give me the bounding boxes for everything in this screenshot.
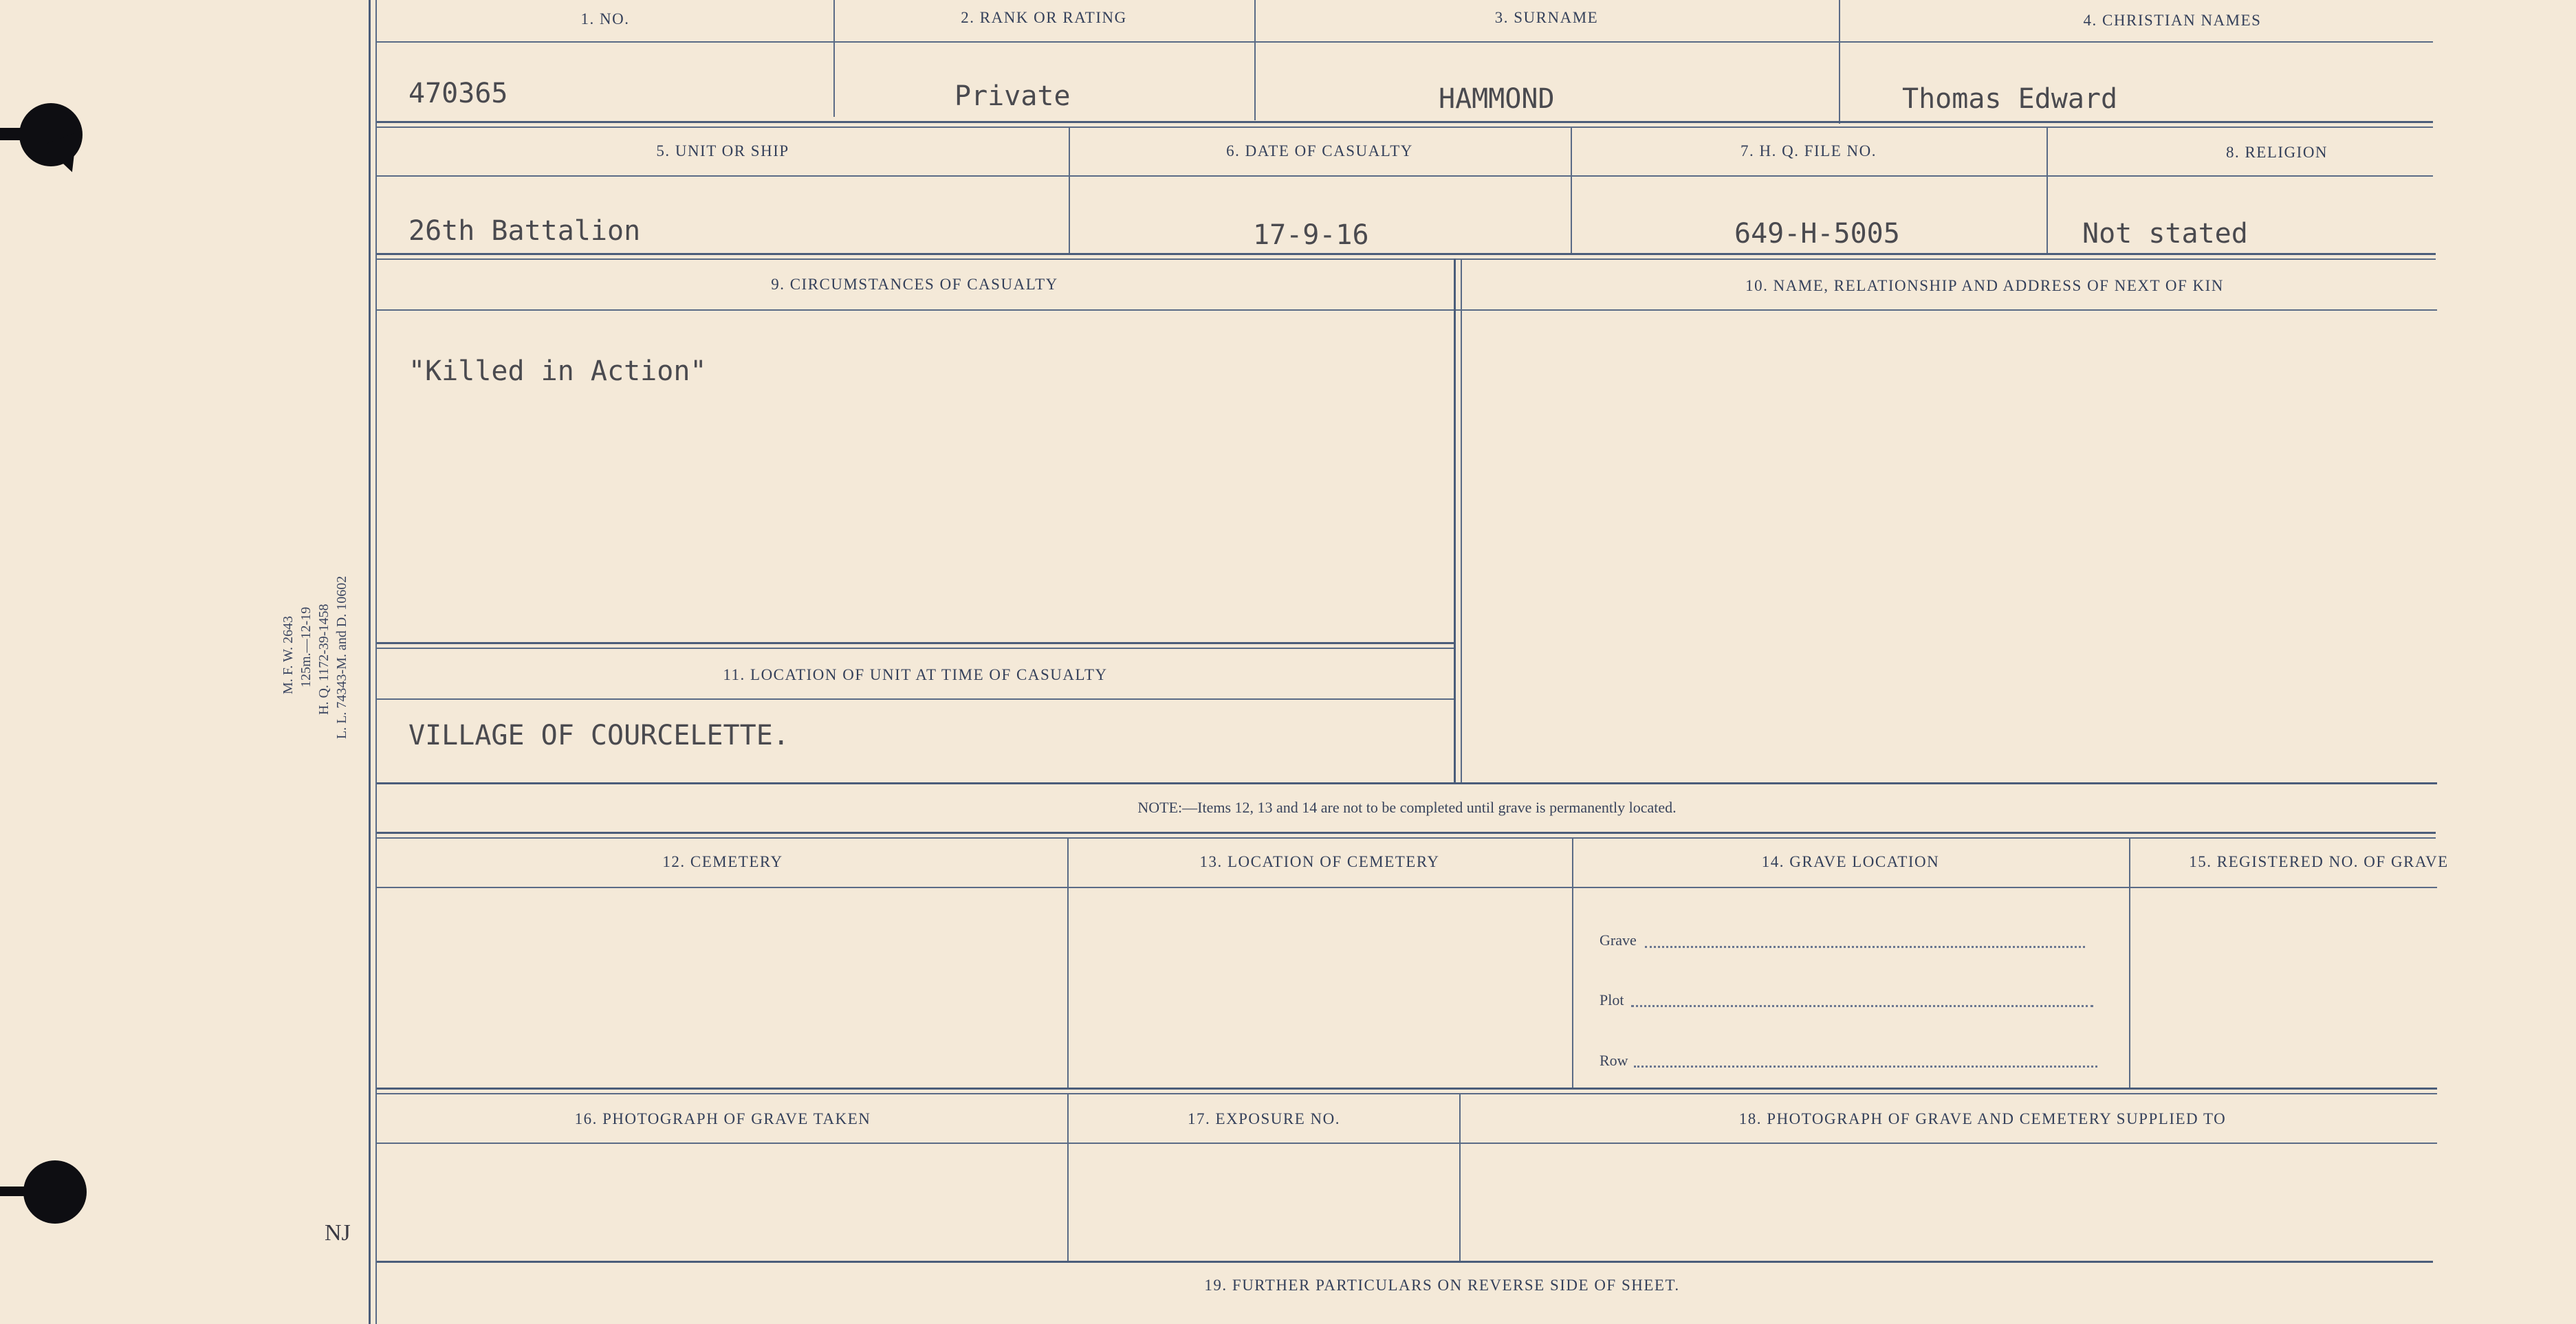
initials: NJ [325,1220,351,1246]
row2-divider-2 [1571,126,1572,254]
value-rank: Private [954,80,1071,112]
row5-divider-1 [1067,1093,1069,1261]
header-surname: 3. SURNAME [1494,9,1599,26]
note-bottom-rule [377,832,2436,834]
row2-divider-1 [1069,126,1070,254]
circumstances-bottom-rule-2 [377,648,1454,649]
row4-divider-3 [2129,837,2130,1088]
header-circumstances: 9. CIRCUMSTANCES OF CASUALTY [771,276,1058,293]
row2-divider-3 [2046,126,2048,254]
row-dotted-line [1634,1066,2097,1068]
header-location-of-cemetery: 13. LOCATION OF CEMETERY [1199,853,1440,870]
value-date-of-casualty: 17-9-16 [1253,219,1369,251]
row1-divider-2 [1254,0,1256,120]
location-header-rule [377,698,1454,700]
note-text: NOTE:—Items 12, 13 and 14 are not to be completed until grave is permanently located. [1137,799,1677,816]
header-cemetery: 12. CEMETERY [662,853,783,870]
header-rank: 2. RANK OR RATING [961,9,1127,26]
value-hq-file: 649-H-5005 [1734,218,1900,250]
row-label: Row [1600,1052,1628,1069]
header-photograph-supplied: 18. PHOTOGRAPH OF GRAVE AND CEMETERY SUPPLIED TO [1738,1110,2227,1127]
row1-divider-1 [833,0,835,117]
row1-bottom-rule-2 [377,126,2433,128]
left-margin-rule [369,0,371,1324]
side-code-1: M. F. W. 2643 [281,616,296,694]
header-location-of-unit: 11. LOCATION OF UNIT AT TIME OF CASUALTY [723,666,1108,683]
row3-divider [1454,258,1456,782]
row4-bottom-rule-2 [377,1093,2437,1094]
row2-header-rule [377,175,2433,177]
side-code-3: H. Q. 1172-39-1458 [316,604,331,715]
value-religion: Not stated [2082,218,2248,250]
row4-bottom-rule [377,1088,2437,1090]
value-circumstances: "Killed in Action" [408,355,707,387]
row4-divider-1 [1067,837,1069,1088]
grave-label: Grave [1600,931,1637,949]
row3-header-rule [377,309,2437,311]
header-further-particulars: 19. FURTHER PARTICULARS ON REVERSE SIDE OF SHEET. [1204,1277,1680,1294]
plot-label: Plot [1600,991,1624,1008]
row1-divider-3 [1839,0,1840,124]
circumstances-bottom-rule [377,642,1454,644]
side-code-2: 125m.—12-19 [298,606,314,687]
header-unit: 5. UNIT OR SHIP [656,142,789,159]
row4-divider-2 [1572,837,1573,1088]
plot-dotted-line [1631,1005,2093,1007]
note-bottom-rule-2 [377,837,2436,839]
side-code-4: L. L. 74343-M. and D. 10602 [334,575,349,739]
row3-bottom-rule [377,782,2437,784]
value-surname: HAMMOND [1439,83,1555,115]
header-grave-location: 14. GRAVE LOCATION [1761,853,1940,870]
row5-divider-2 [1459,1093,1461,1261]
header-next-of-kin: 10. NAME, RELATIONSHIP AND ADDRESS OF NEXT OF KIN [1745,277,2224,294]
row3-divider-2 [1461,258,1462,782]
header-registered-no: 15. REGISTERED NO. OF GRAVE [2189,853,2449,870]
row4-header-rule [377,887,2437,888]
header-exposure-no: 17. EXPOSURE NO. [1187,1110,1341,1127]
header-no: 1. NO. [580,10,630,27]
row5-bottom-rule [377,1261,2433,1263]
header-christian-names: 4. CHRISTIAN NAMES [2083,12,2262,29]
value-christian-names: Thomas Edward [1902,83,2118,115]
row2-bottom-rule-2 [377,258,2436,260]
value-no: 470365 [408,78,508,109]
binder-hole-top-tab [0,128,41,140]
value-location-of-unit: VILLAGE OF COURCELETTE. [408,720,789,751]
header-hq-file: 7. H. Q. FILE NO. [1740,142,1877,159]
row5-header-rule [377,1143,2437,1144]
value-unit: 26th Battalion [408,215,641,247]
header-date-of-casualty: 6. DATE OF CASUALTY [1226,142,1413,159]
header-photograph-taken: 16. PHOTOGRAPH OF GRAVE TAKEN [574,1110,871,1127]
grave-dotted-line [1645,946,2085,948]
binder-hole-bottom-tab [0,1187,34,1196]
row1-header-rule [377,41,2433,43]
header-religion: 8. RELIGION [2225,144,2328,161]
row1-bottom-rule [377,121,2433,123]
row2-bottom-rule [377,253,2436,255]
